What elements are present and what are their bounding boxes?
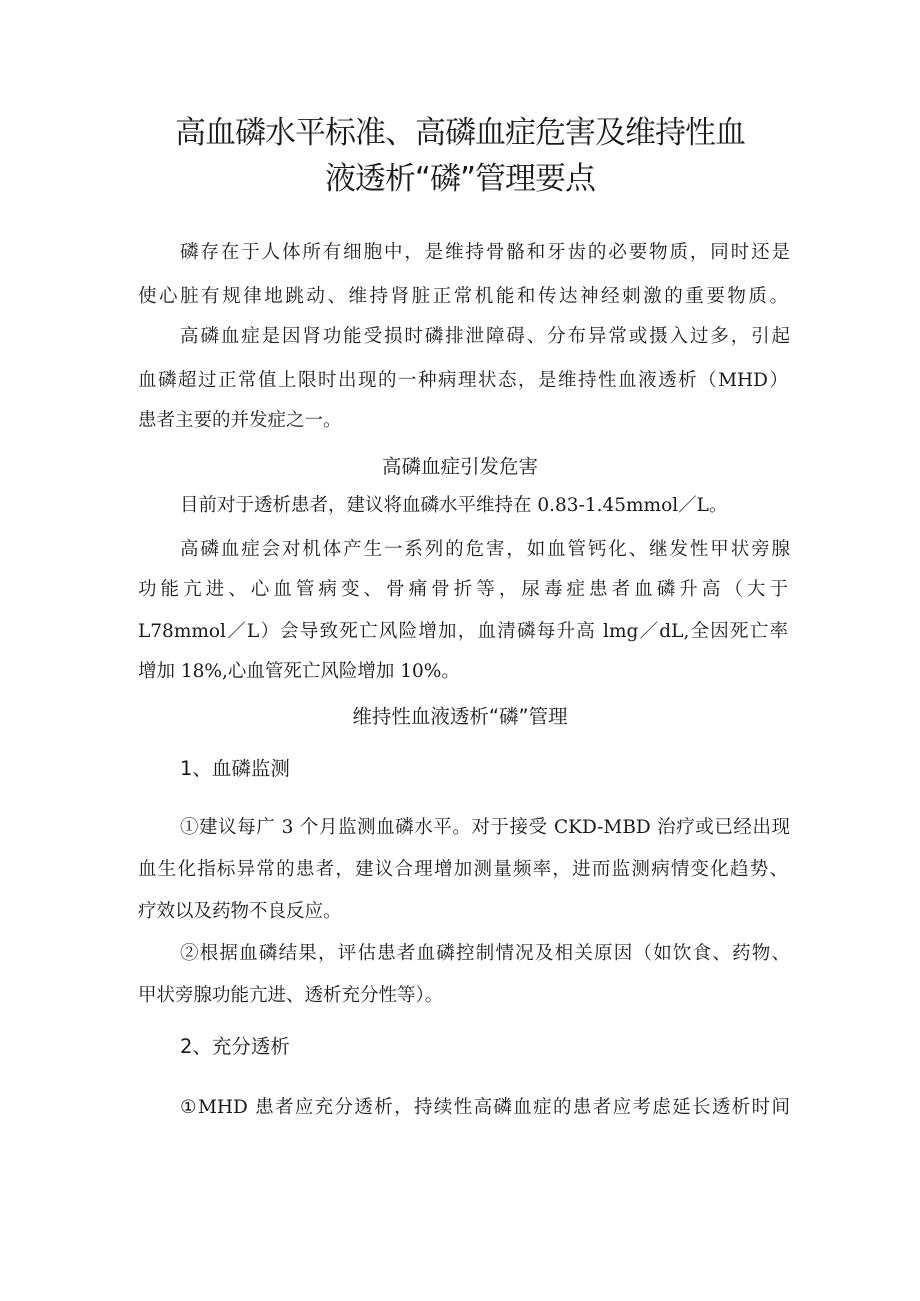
- monitoring-item-2-line-2: 甲状旁腺功能亢进、透析充分性等）。: [138, 985, 444, 1006]
- harm-paragraph-2-line-4: 增加 18%,心血管死亡风险增加 10%。: [138, 661, 460, 682]
- document-title-line-1: 高血磷水平标准、高磷血症危害及维持性血: [175, 115, 745, 151]
- section-manage-heading: 维持性血液透析“磷”管理: [352, 705, 568, 728]
- intro-paragraph-2-line-2: 血磷超过正常值上限时出现的一种病理状态，是维持性血液透析（MHD）: [138, 370, 788, 391]
- section-harm-heading: 高磷血症引发危害: [381, 455, 538, 478]
- intro-paragraph-1-line-2: 使心脏有规律地跳动、维持肾脏正常机能和传达神经刺激的重要物质。: [138, 286, 788, 307]
- monitoring-item-1-line-2: 血生化指标异常的患者，建议合理增加测量频率，进而监测病情变化趋势、: [138, 859, 788, 880]
- intro-paragraph-2-line-1: 高磷血症是因肾功能受损时磷排泄障碍、分布异常或摄入过多，引起: [180, 326, 790, 347]
- harm-paragraph-2-line-3: L78mmol／L）会导致死亡风险增加，血清磷每升高 lmg／dL,全因死亡率: [138, 621, 788, 642]
- harm-paragraph-2-line-1: 高磷血症会对机体产生一系列的危害，如血管钙化、继发性甲状旁腺: [180, 539, 790, 560]
- monitoring-item-2-line-1: ②根据血磷结果，评估患者血磷控制情况及相关原因（如饮食、药物、: [180, 943, 790, 964]
- monitoring-item-1-line-3: 疗效以及药物不良反应。: [138, 901, 342, 922]
- monitoring-item-1-line-1: ①建议每广 3 个月监测血磷水平。对于接受 CKD-MBD 治疗或已经出现: [180, 817, 790, 838]
- dialysis-item-1-line-1: ①MHD 患者应充分透析，持续性高磷血症的患者应考虑延长透析时间: [180, 1097, 790, 1118]
- document-title-line-2: 液透析“磷”管理要点: [324, 161, 596, 197]
- subsection-adequate-dialysis-heading: 2、充分透析: [180, 1035, 290, 1058]
- harm-paragraph-2-line-2: 功能亢进、心血管病变、骨痛骨折等，尿毒症患者血磷升高（大于: [138, 579, 788, 600]
- intro-paragraph-1-line-1: 磷存在于人体所有细胞中，是维持骨骼和牙齿的必要物质，同时还是: [180, 242, 790, 263]
- harm-paragraph-1: 目前对于透析患者，建议将血磷水平维持在 0.83-1.45mmol／L。: [180, 495, 728, 516]
- subsection-phosphorus-monitoring-heading: 1、血磷监测: [180, 757, 290, 780]
- intro-paragraph-2-line-3: 患者主要的并发症之一。: [138, 410, 342, 431]
